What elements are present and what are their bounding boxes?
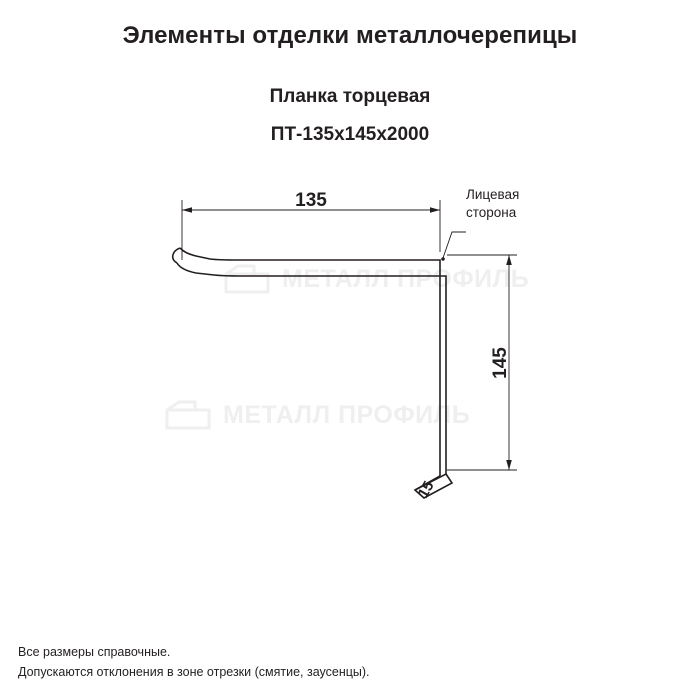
footer-note-2: Допускаются отклонения в зоне отрезки (смятие, заусенцы). bbox=[18, 664, 370, 679]
watermark-text: МЕТАЛЛ ПРОФИЛЬ bbox=[223, 400, 471, 429]
footer-note-1: Все размеры справочные. bbox=[18, 645, 171, 660]
dimension-label-width: 135 bbox=[295, 190, 327, 211]
technical-drawing bbox=[0, 160, 700, 560]
product-code: ПТ-135х145х2000 bbox=[270, 124, 430, 145]
product-name: Планка торцевая bbox=[269, 86, 431, 107]
dimension-label-lip: 15 bbox=[414, 478, 438, 502]
footer-notes bbox=[18, 643, 370, 682]
face-side-label-line2: сторона bbox=[466, 205, 517, 220]
page-title: Элементы отделки металлочерепицы bbox=[122, 22, 578, 49]
dimension-label-height: 145 bbox=[490, 347, 511, 379]
watermark-text: МЕТАЛЛ ПРОФИЛЬ bbox=[282, 264, 530, 293]
face-side-label-line1: Лицевая bbox=[466, 187, 520, 202]
